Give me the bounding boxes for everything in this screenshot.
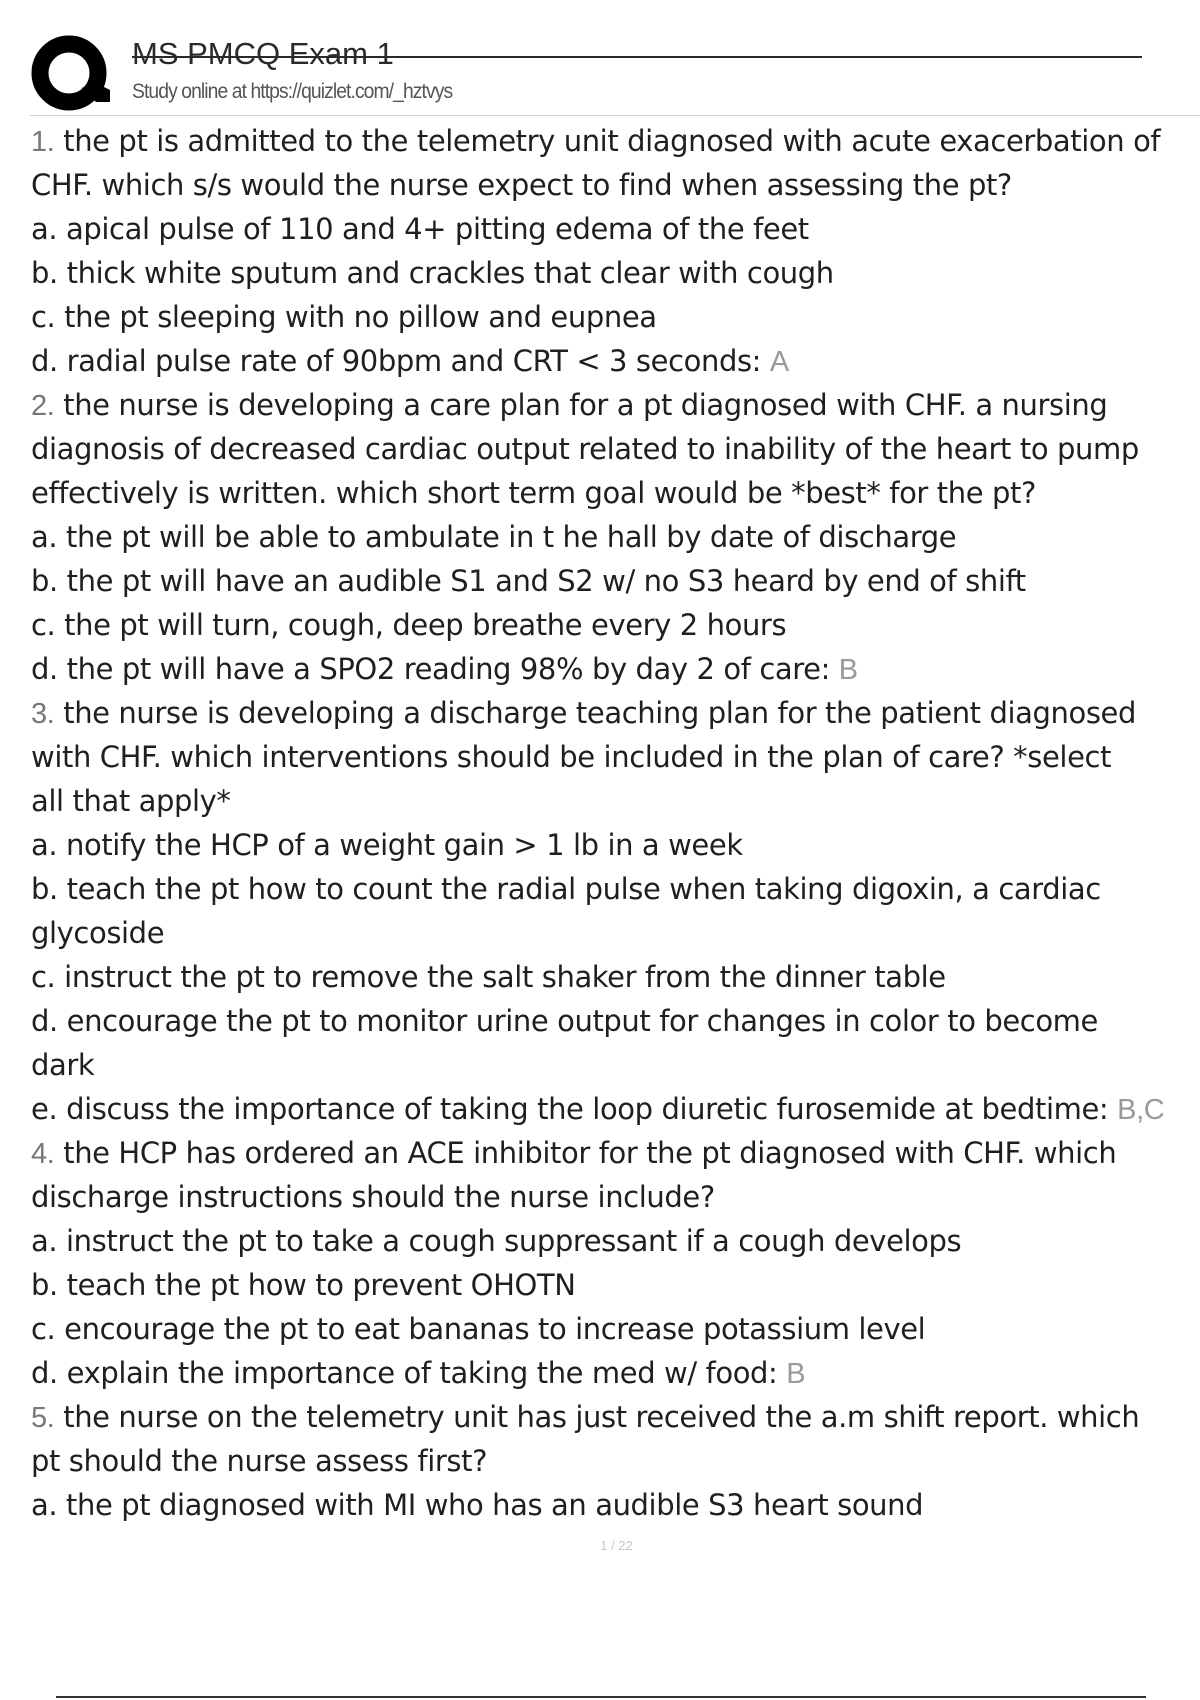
question-stem-continued: all that apply*	[31, 784, 231, 818]
correct-answer: A	[769, 346, 789, 378]
answer-option: b. teach the pt how to count the radial pulse when taking digoxin, a cardiac	[31, 872, 1101, 906]
answer-option: c. encourage the pt to eat bananas to increase potassium level	[31, 1312, 926, 1346]
question-stem: 2. the nurse is developing a care plan for a pt diagnosed with CHF. a nursing	[31, 388, 1108, 422]
question-number: 5.	[31, 1402, 55, 1434]
question-stem-continued: diagnosis of decreased cardiac output related to inability of the heart to pump	[31, 432, 1139, 466]
answer-option: b. the pt will have an audible S1 and S2 w/ no S3 heard by end of shift	[31, 564, 1026, 598]
correct-answer: B	[838, 654, 858, 686]
question-number: 1.	[31, 126, 55, 158]
answer-option: b. thick white sputum and crackles that clear with cough	[31, 256, 834, 290]
question-list	[31, 119, 1200, 1527]
answer-option: a. the pt will be able to ambulate in t he hall by date of discharge	[31, 520, 957, 554]
question-number: 3.	[31, 698, 55, 730]
question-stem-continued: discharge instructions should the nurse include?	[31, 1180, 715, 1214]
answer-option-continued: glycoside	[31, 916, 165, 950]
answer-option: e. discuss the importance of taking the loop diuretic furosemide at bedtime: B,C	[31, 1092, 1165, 1126]
question-stem-continued: pt should the nurse assess first?	[31, 1444, 488, 1478]
answer-option: a. the pt diagnosed with MI who has an audible S3 heart sound	[31, 1488, 924, 1522]
document-title: MS PMCQ Exam 1	[132, 36, 394, 71]
page-number: 1 / 22	[600, 1538, 633, 1553]
study-online-link[interactable]: Study online at https://quizlet.com/_hztvys	[132, 80, 453, 103]
document-header	[0, 0, 1200, 118]
question-stem-continued: effectively is written. which short term goal would be *best* for the pt?	[31, 476, 1036, 510]
question-stem-continued: with CHF. which interventions should be included in the plan of care? *select	[31, 740, 1112, 774]
correct-answer: B	[786, 1358, 806, 1390]
answer-option: b. teach the pt how to prevent OHOTN	[31, 1268, 576, 1302]
question-number: 4.	[31, 1138, 55, 1170]
question-stem: 1. the pt is admitted to the telemetry unit diagnosed with acute exacerbation of	[31, 124, 1161, 158]
question-stem: 4. the HCP has ordered an ACE inhibitor for the pt diagnosed with CHF. which	[31, 1136, 1117, 1170]
answer-option: d. encourage the pt to monitor urine output for changes in color to become	[31, 1004, 1098, 1038]
answer-option: c. the pt will turn, cough, deep breathe every 2 hours	[31, 608, 787, 642]
answer-option: a. notify the HCP of a weight gain > 1 lb in a week	[31, 828, 743, 862]
answer-option: a. instruct the pt to take a cough suppressant if a cough develops	[31, 1224, 962, 1258]
correct-answer: B,C	[1117, 1094, 1165, 1126]
header-divider	[30, 115, 1200, 116]
question-stem: 3. the nurse is developing a discharge teaching plan for the patient diagnosed	[31, 696, 1136, 730]
answer-option: d. the pt will have a SPO2 reading 98% by day 2 of care: B	[31, 652, 858, 686]
question-stem-continued: CHF. which s/s would the nurse expect to find when assessing the pt?	[31, 168, 1012, 202]
answer-option: a. apical pulse of 110 and 4+ pitting edema of the feet	[31, 212, 809, 246]
answer-option: d. explain the importance of taking the med w/ food: B	[31, 1356, 806, 1390]
title-strike-rule	[132, 56, 1142, 58]
answer-option: d. radial pulse rate of 90bpm and CRT < 3 seconds: A	[31, 344, 789, 378]
quizlet-logo-icon	[30, 32, 112, 114]
answer-option-continued: dark	[31, 1048, 95, 1082]
footer-divider	[56, 1696, 1146, 1698]
question-stem: 5. the nurse on the telemetry unit has just received the a.m shift report. which	[31, 1400, 1140, 1434]
answer-option: c. the pt sleeping with no pillow and eupnea	[31, 300, 657, 334]
question-number: 2.	[31, 390, 55, 422]
answer-option: c. instruct the pt to remove the salt shaker from the dinner table	[31, 960, 946, 994]
